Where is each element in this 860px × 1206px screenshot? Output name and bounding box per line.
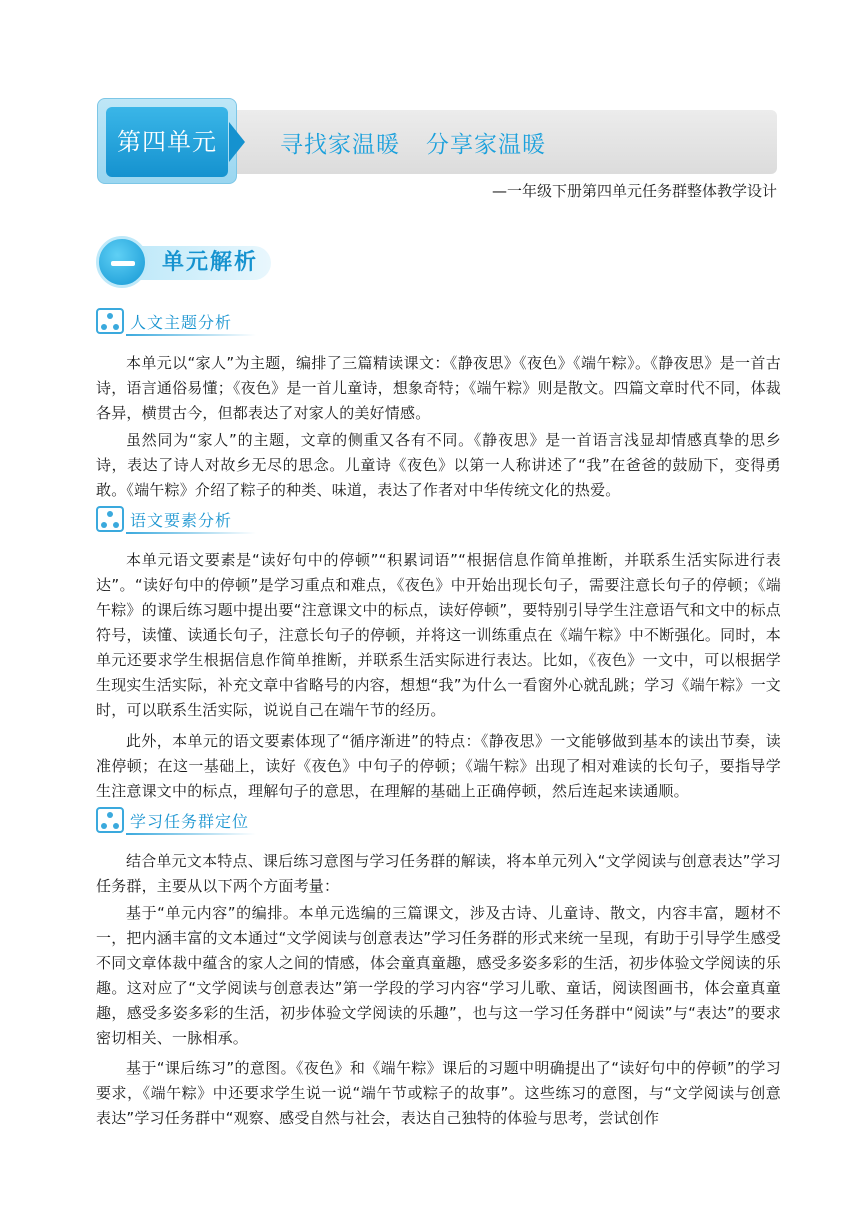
subsection-taskgroup (96, 807, 256, 837)
network-icon (96, 506, 124, 532)
subsection-title: 语文要素分析 (130, 511, 233, 530)
subsection-language (96, 506, 256, 536)
subsection-title: 学习任务群定位 (130, 812, 250, 831)
paragraph-4: 此外，本单元的语文要素体现了“循序渐进”的特点：《静夜思》一文能够做到基本的读出节奏，读准停顿；在这一基础上，读好《夜色》中句子的停顿；《端午粽》出现了相对难读的长句子，要指导学生注意课文中的标点，理解句子的意思，在理解的基础上正确停顿，然后连起来读通顺。 (96, 732, 781, 800)
section-number-one-glyph (111, 261, 135, 266)
section-number-badge (96, 236, 148, 288)
paragraph-7: 基于“课后练习”的意图。《夜色》和《端午粽》课后的习题中明确提出了“读好句中的停顿”的学习要求，《端午粽》中还要求学生说一说“端午节或粽子的故事”。这些练习的意图，与“文学阅读与创意表达”学习任务群中“观察、感受自然与社会，表达自己独特的体验与思考，尝试创作 (96, 1059, 781, 1127)
section-header-one (96, 236, 276, 286)
document-subtitle: —一年级下册第四单元任务群整体教学设计 (491, 182, 777, 200)
network-icon (96, 308, 124, 334)
unit-arrow-icon (229, 122, 245, 162)
subsection-underline (126, 334, 256, 336)
subsection-title: 人文主题分析 (130, 313, 233, 332)
unit-title-part-a: 寻找家温暖 (280, 132, 400, 158)
unit-tab (97, 98, 237, 184)
paragraph-3: 本单元语文要素是“读好句中的停顿”“积累词语”“根据信息作简单推断，并联系生活实际进行表达”。“读好句中的停顿”是学习重点和难点，《夜色》中开始出现长句子，需要注意长句子的停顿；《端午粽》的课后练习题中提出要“注意课文中的标点，读好停顿”，要特别引导学生注意语气和文中的标点符号，读懂、读通长句子，注意长句子的停顿，并将这一训练重点在《端午粽》中不断强化。同时，本单元还要求学生根据信息作简单推断，并联系生活实际进行表达。比如，《夜色》一文中，可以根据学生现实生活实际，补充文章中省略号的内容，想想“我”为什么一看窗外心就乱跳；学习《端午粽》一文时，可以联系生活实际，说说自己在端午节的经历。 (96, 551, 781, 719)
subsection-underline (126, 833, 256, 835)
paragraph-6: 基于“单元内容”的编排。本单元选编的三篇课文，涉及古诗、儿童诗、散文，内容丰富，题材不一，把内涵丰富的文本通过“文学阅读与创意表达”学习任务群的形式来统一呈现，有助于引导学生感受不同文章体裁中蕴含的家人之间的情感，体会童真童趣，感受多姿多彩的生活，初步体验文学阅读的乐趣。这对应了“文学阅读与创意表达”第一学段的学习内容“学习儿歌、童话，阅读图画书，体会童真童趣，感受多姿多彩的生活，初步体验文学阅读的乐趣”，也与这一学习任务群中“阅读”与“表达”的要求密切相关、一脉相承。 (96, 904, 781, 1047)
unit-title-part-b: 分享家温暖 (426, 132, 546, 158)
subsection-underline (126, 532, 256, 534)
paragraph-1: 本单元以“家人”为主题，编排了三篇精读课文：《静夜思》《夜色》《端午粽》。《静夜思》是一首古诗，语言通俗易懂；《夜色》是一首儿童诗，想象奇特；《端午粽》则是散文。四篇文章时代不同，体裁各异，横贯古今，但都表达了对家人的美好情感。 (96, 354, 781, 422)
unit-label: 第四单元 (106, 107, 228, 177)
unit-title (280, 126, 546, 159)
subsection-humanities (96, 308, 256, 338)
unit-banner (97, 98, 777, 186)
paragraph-5: 结合单元文本特点、课后练习意图与学习任务群的解读，将本单元列入“文学阅读与创意表达”学习任务群，主要从以下两个方面考量： (96, 852, 781, 895)
paragraph-2: 虽然同为“家人”的主题，文章的侧重又各有不同。《静夜思》是一首语言浅显却情感真挚的思乡诗，表达了诗人对故乡无尽的思念。儿童诗《夜色》以第一人称讲述了“我”在爸爸的鼓励下，变得勇敢。《端午粽》介绍了粽子的种类、味道，表达了作者对中华传统文化的热爱。 (96, 431, 781, 499)
section-title: 单元解析 (162, 250, 259, 275)
network-icon (96, 807, 124, 833)
